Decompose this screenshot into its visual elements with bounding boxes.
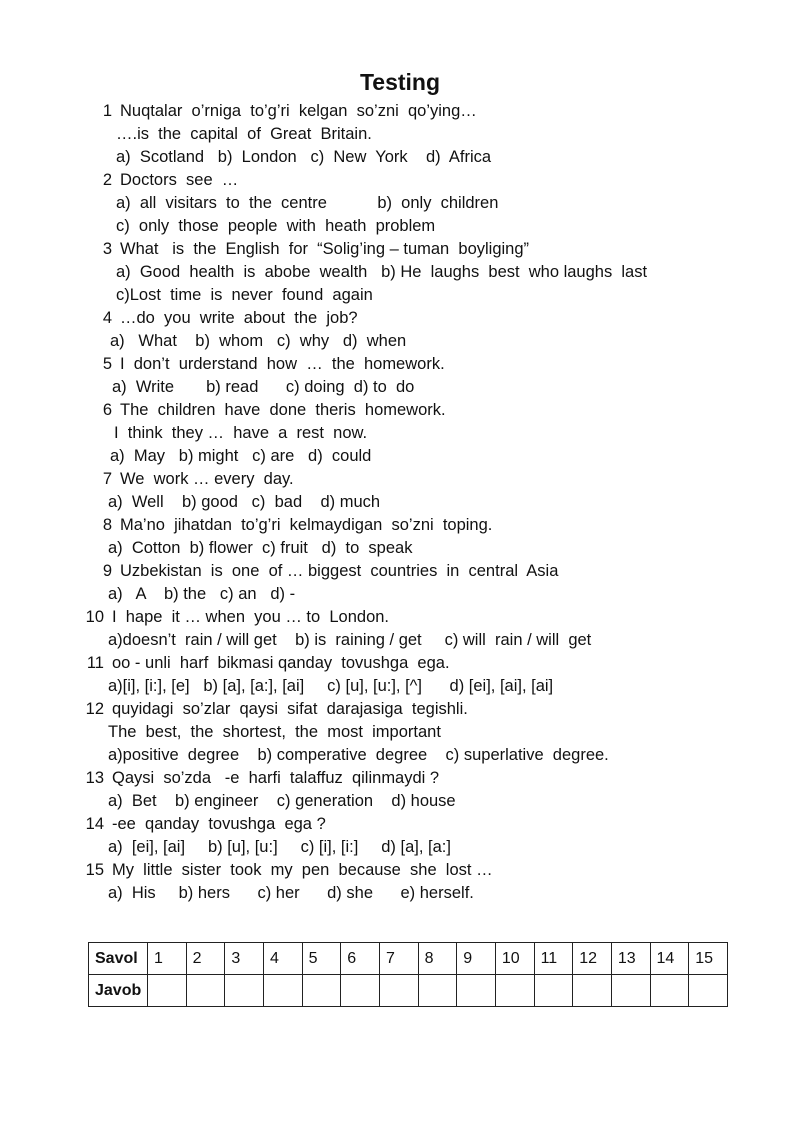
question-13 — [78, 768, 439, 788]
answer-cell[interactable] — [379, 975, 418, 1007]
question-text: The children have done theris homework. — [120, 401, 446, 419]
answer-options: a) [ei], [ai] b) [u], [u:] c) [i], [i:] d) [a], [a:] — [108, 838, 451, 856]
answer-cell[interactable] — [341, 975, 380, 1007]
question-number: 1 — [102, 102, 112, 120]
question-7 — [86, 469, 294, 489]
answer-options: a) A b) the c) an d) - — [108, 585, 296, 603]
grid-number: 5 — [302, 943, 341, 975]
answer-cell[interactable] — [302, 975, 341, 1007]
grid-number: 3 — [225, 943, 264, 975]
question-2 — [86, 170, 238, 190]
answer-cell[interactable] — [611, 975, 650, 1007]
answer-cell[interactable] — [650, 975, 689, 1007]
question-text: ….is the capital of Great Britain. — [116, 125, 372, 143]
answer-cell[interactable] — [534, 975, 573, 1007]
question-text: What is the English for “Solig’ing – tuman boyliging” — [120, 240, 530, 258]
answer-options: a) His b) hers c) her d) she e) herself. — [108, 884, 474, 902]
answer-cell[interactable] — [263, 975, 302, 1007]
answer-options: c)Lost time is never found again — [116, 286, 373, 304]
question-number: 10 — [85, 608, 104, 626]
grid-number: 8 — [418, 943, 457, 975]
question-number: 9 — [102, 562, 112, 580]
question-number-row — [89, 943, 728, 975]
savol-label: Savol — [89, 943, 148, 975]
question-10 — [78, 607, 389, 627]
answer-options: a) Write b) read c) doing d) to do — [112, 378, 415, 396]
question-text: My little sister took my pen because she lost … — [112, 861, 493, 879]
page-title: Testing — [359, 69, 441, 95]
answer-options: a) Cotton b) flower c) fruit d) to speak — [108, 539, 413, 557]
question-text: Uzbekistan is one of … biggest countries in central Asia — [120, 562, 559, 580]
question-text: I think they … have a rest now. — [114, 424, 368, 442]
question-14 — [78, 814, 326, 834]
answer-options: c) only those people with heath problem — [116, 217, 436, 235]
answer-cell[interactable] — [225, 975, 264, 1007]
answer-options: a) What b) whom c) why d) when — [110, 332, 407, 350]
question-8 — [86, 515, 492, 535]
grid-number: 9 — [457, 943, 496, 975]
answer-options: a)[i], [i:], [e] b) [a], [a:], [ai] c) [u], [u:], [^] d) [ei], [ai], [ai] — [108, 677, 554, 695]
answer-cell[interactable] — [186, 975, 225, 1007]
grid-number: 10 — [495, 943, 534, 975]
answer-options: a)positive degree b) comperative degree c) superlative degree. — [108, 746, 609, 764]
question-number: 8 — [102, 516, 112, 534]
question-number: 14 — [85, 815, 104, 833]
question-number: 3 — [102, 240, 112, 258]
question-12 — [78, 699, 468, 719]
question-text: Nuqtalar o’rniga to’g’ri kelgan so’zni qo’ying… — [120, 102, 477, 120]
question-text: Doctors see … — [120, 171, 239, 189]
question-text: -ee qanday tovushga ega ? — [112, 815, 326, 833]
question-number: 15 — [85, 861, 104, 879]
answer-grid — [88, 942, 728, 1007]
answer-cell[interactable] — [148, 975, 187, 1007]
question-11 — [78, 653, 450, 673]
question-5 — [86, 354, 445, 374]
question-text: I don’t urderstand how … the homework. — [120, 355, 445, 373]
grid-number: 14 — [650, 943, 689, 975]
answer-options: a)doesn’t rain / will get b) is raining / get c) will rain / will get — [108, 631, 592, 649]
answer-options: a) all visitars to the centre b) only children — [116, 194, 499, 212]
question-9 — [86, 561, 558, 581]
answer-options: a) Scotland b) London c) New York d) Africa — [116, 148, 492, 166]
grid-number: 4 — [263, 943, 302, 975]
answer-options: a) Bet b) engineer c) generation d) house — [108, 792, 456, 810]
question-number: 13 — [85, 769, 104, 787]
question-6 — [86, 400, 446, 420]
grid-number: 1 — [148, 943, 187, 975]
question-text: The best, the shortest, the most important — [108, 723, 441, 741]
question-text: I hape it … when you … to London. — [112, 608, 390, 626]
question-text: Qaysi so’zda -e harfi talaffuz qilinmaydi ? — [112, 769, 440, 787]
grid-number: 6 — [341, 943, 380, 975]
question-text: Ma’no jihatdan to’g’ri kelmaydigan so’zni toping. — [120, 516, 493, 534]
question-number: 5 — [102, 355, 112, 373]
question-number: 11 — [86, 654, 104, 672]
answer-cell[interactable] — [495, 975, 534, 1007]
question-number: 7 — [102, 470, 112, 488]
answer-cell[interactable] — [457, 975, 496, 1007]
javob-label: Javob — [89, 975, 148, 1007]
answer-options: a) Good health is abobe wealth b) He laughs best who laughs last — [116, 263, 648, 281]
answer-cell[interactable] — [689, 975, 728, 1007]
question-number: 4 — [102, 309, 112, 327]
question-text: oo - unli harf bikmasi qanday tovushga ega. — [112, 654, 450, 672]
grid-number: 2 — [186, 943, 225, 975]
grid-number: 11 — [534, 943, 573, 975]
grid-number: 15 — [689, 943, 728, 975]
question-1 — [86, 101, 477, 121]
answer-options: a) Well b) good c) bad d) much — [108, 493, 381, 511]
answer-row — [89, 975, 728, 1007]
grid-number: 7 — [379, 943, 418, 975]
question-text: quyidagi so’zlar qaysi sifat darajasiga tegishli. — [112, 700, 468, 718]
answer-cell[interactable] — [418, 975, 457, 1007]
question-text: …do you write about the job? — [120, 309, 358, 327]
answer-options: a) May b) might c) are d) could — [110, 447, 372, 465]
question-4 — [86, 308, 358, 328]
grid-number: 12 — [573, 943, 612, 975]
question-15 — [78, 860, 493, 880]
question-number: 6 — [102, 401, 112, 419]
question-number: 12 — [85, 700, 104, 718]
question-text: We work … every day. — [120, 470, 294, 488]
answer-cell[interactable] — [573, 975, 612, 1007]
question-3 — [86, 239, 529, 259]
question-number: 2 — [102, 171, 112, 189]
grid-number: 13 — [611, 943, 650, 975]
